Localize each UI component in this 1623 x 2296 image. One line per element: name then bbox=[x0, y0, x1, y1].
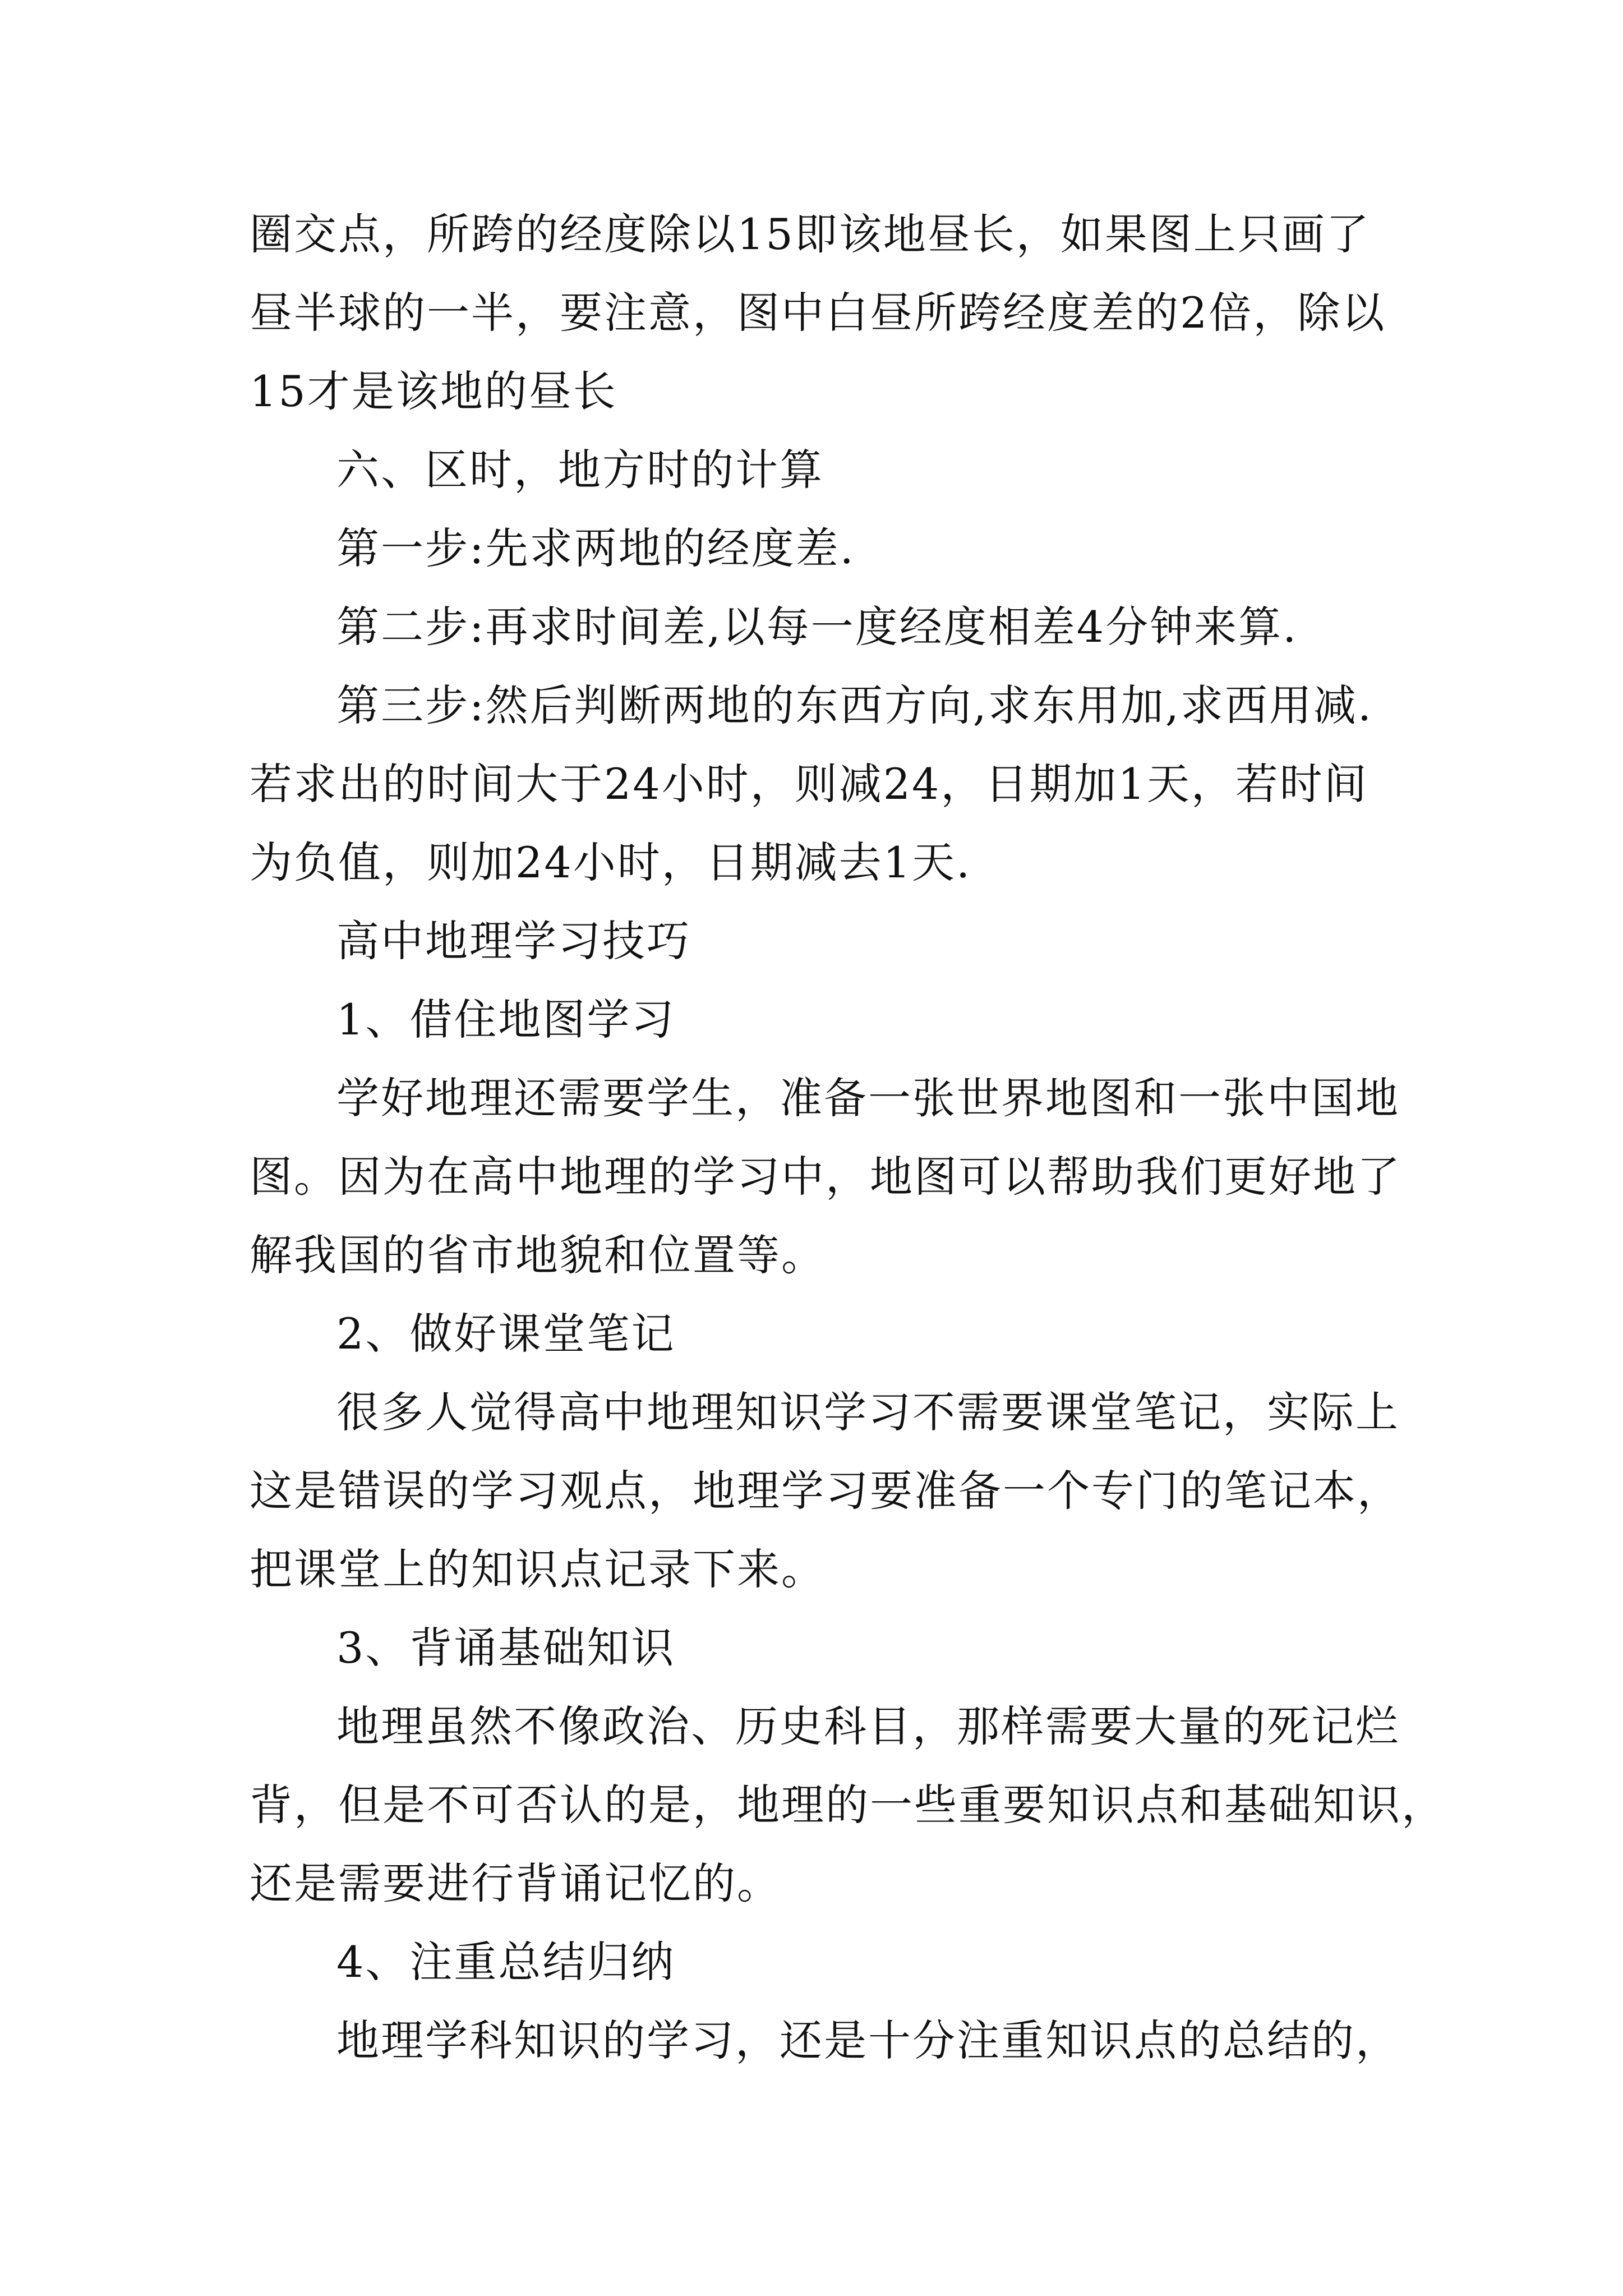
text-line: 第二步:再求时间差,以每一度经度相差4分钟来算. bbox=[336, 602, 1298, 652]
text-line: 这是错误的学习观点，地理学习要准备一个专门的笔记本， bbox=[250, 1466, 1401, 1516]
text-line: 15才是该地的昼长 bbox=[250, 366, 617, 416]
subsection-heading: 1、借住地图学习 bbox=[336, 995, 676, 1045]
text-line: 解我国的省市地貌和位置等。 bbox=[250, 1230, 826, 1280]
text-line: 昼半球的一半，要注意，图中白昼所跨经度差的2倍，除以 bbox=[250, 288, 1386, 338]
subsection-heading: 4、注重总结归纳 bbox=[336, 1937, 676, 1987]
text-line: 为负值，则加24小时，日期减去1天. bbox=[250, 838, 972, 887]
text-line: 背，但是不可否认的是，地理的一些重要知识点和基础知识， bbox=[250, 1780, 1446, 1830]
text-line: 很多人觉得高中地理知识学习不需要课堂笔记，实际上 bbox=[336, 1387, 1400, 1437]
text-line: 圈交点，所跨的经度除以15即该地昼长，如果图上只画了 bbox=[250, 209, 1371, 259]
section-heading: 六、区时，地方时的计算 bbox=[336, 445, 824, 495]
text-line: 若求出的时间大于24小时，则减24，日期加1天，若时间 bbox=[250, 759, 1368, 809]
text-line: 学好地理还需要学生，准备一张世界地图和一张中国地 bbox=[336, 1073, 1400, 1123]
text-line: 图。因为在高中地理的学习中，地图可以帮助我们更好地了 bbox=[250, 1152, 1401, 1202]
text-line: 还是需要进行背诵记忆的。 bbox=[250, 1858, 781, 1908]
text-line: 地理虽然不像政治、历史科目，那样需要大量的死记烂 bbox=[336, 1701, 1400, 1751]
section-heading: 高中地理学习技巧 bbox=[336, 916, 691, 966]
subsection-heading: 3、背诵基础知识 bbox=[336, 1623, 676, 1673]
text-line: 第三步:然后判断两地的东西方向,求东用加,求西用减. bbox=[336, 680, 1373, 730]
subsection-heading: 2、做好课堂笔记 bbox=[336, 1309, 676, 1359]
text-line: 地理学科知识的学习，还是十分注重知识点的总结的， bbox=[336, 2016, 1400, 2065]
text-line: 第一步:先求两地的经度差. bbox=[336, 523, 855, 573]
text-line: 把课堂上的知识点记录下来。 bbox=[250, 1544, 826, 1594]
